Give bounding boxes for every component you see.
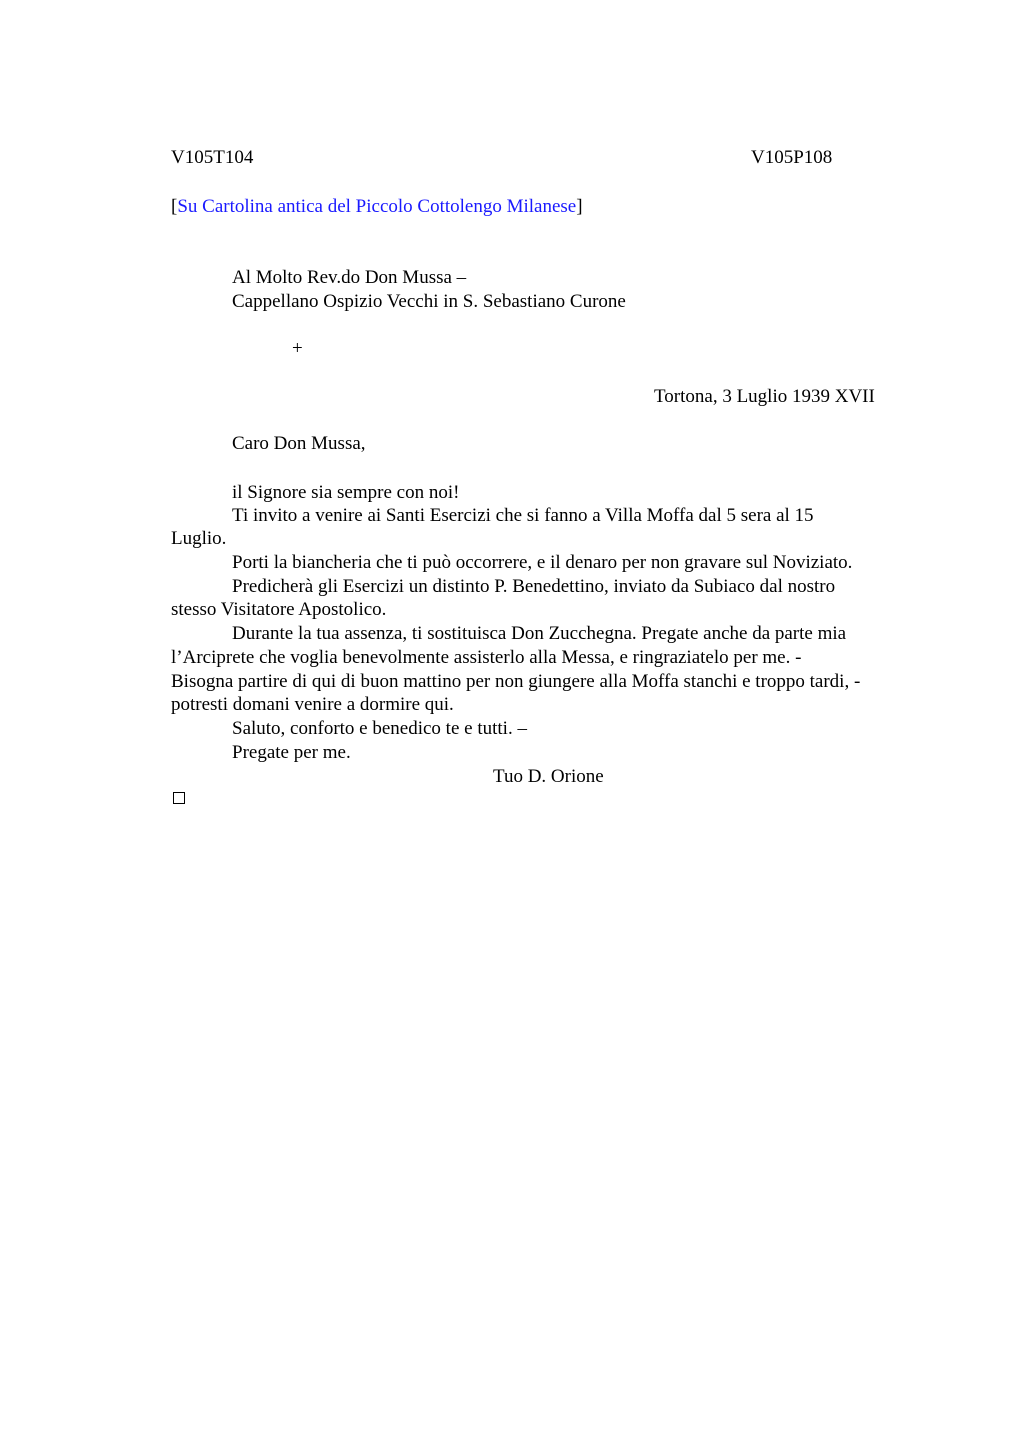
address-line-2: Cappellano Ospizio Vecchi in S. Sebastiano Curone [232,291,626,312]
note-text: Su Cartolina antica del Piccolo Cottolengo Milanese [177,196,577,217]
note-close-bracket: ] [576,196,583,217]
document-code-right: V105P108 [751,147,833,168]
body-line: Saluto, conforto e benedico te e tutti. – [232,718,527,739]
document-code-left: V105T104 [171,147,254,168]
body-line: stesso Visitatore Apostolico. [171,599,387,620]
body-line: Pregate per me. [232,742,351,763]
address-line-1: Al Molto Rev.do Don Mussa – [232,267,467,288]
signature: Tuo D. Orione [493,766,604,787]
body-line: l’Arciprete che voglia benevolmente assisterlo alla Messa, e ringraziatelo per me. - [171,647,802,668]
body-line: potresti domani venire a dormire qui. [171,694,454,715]
date-line: Tortona, 3 Luglio 1939 XVII [654,386,875,407]
body-line: Porti la biancheria che ti può occorrere, e il denaro per non gravare sul Noviziato. [232,552,853,573]
note-open-bracket: [ [171,196,178,217]
cross-symbol: + [292,338,303,359]
salutation: Caro Don Mussa, [232,433,366,454]
body-line: Bisogna partire di qui di buon mattino per non giungere alla Moffa stanchi e troppo tardi, - [171,671,861,692]
body-line: il Signore sia sempre con noi! [232,482,460,503]
body-line: Ti invito a venire ai Santi Esercizi che si fanno a Villa Moffa dal 5 sera al 15 [232,505,814,526]
editorial-note [171,195,583,219]
body-line: Predicherà gli Esercizi un distinto P. Benedettino, inviato da Subiaco dal nostro [232,576,836,597]
end-marker-square-icon [173,792,185,804]
body-line: Durante la tua assenza, ti sostituisca Don Zucchegna. Pregate anche da parte mia [232,623,847,644]
body-line: Luglio. [171,528,227,549]
